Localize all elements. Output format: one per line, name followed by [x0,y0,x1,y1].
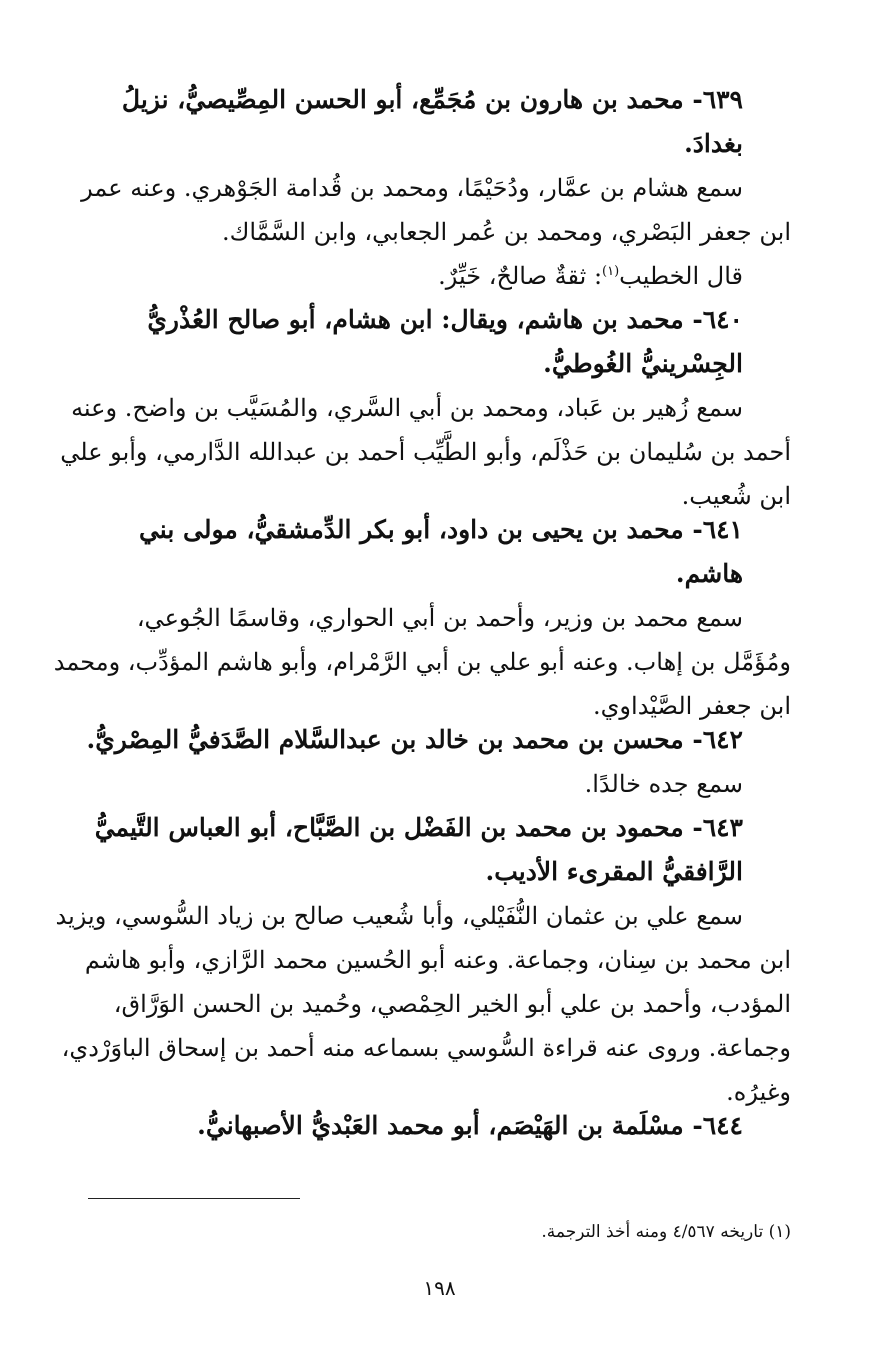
footnote-divider [88,1198,300,1199]
entry-heading [49,718,791,762]
entry-639 [49,78,791,298]
entry-heading [49,78,791,166]
body-line: ابن شُعيب. [681,482,791,510]
heading-line: بغدادَ. [684,129,743,158]
entry-body [49,386,791,518]
heading-line: ٦٣٩- محمد بن هارون بن مُجَمِّع، أبو الحسن المِصِّيصيُّ، نزيلُ [121,85,743,114]
quote-intro: قال الخطيب [619,262,743,290]
heading-line: ٦٤٢- محسن بن محمد بن خالد بن عبدالسَّلام الصَّدَفيُّ المِصْريُّ. [86,725,743,754]
entry-642 [49,718,791,806]
entry-heading [49,806,791,894]
body-line: ومُؤَمَّل بن إهاب. وعنه أبو علي بن أبي الرَّمْرام، وأبو هاشم المؤدِّب، ومحمد [53,648,791,676]
page-number: ١٩٨ [423,1276,456,1300]
body-line: أحمد بن سُليمان بن حَذْلَم، وأبو الطَّيِّب أحمد بن عبدالله الدَّارمي، وأبو علي [60,438,791,466]
entry-644 [49,1104,791,1148]
entry-heading [49,508,791,596]
entry-heading [49,1104,791,1148]
footnote-ref: (١) [602,264,620,279]
body-line: سمع هشام بن عمَّار، ودُحَيْمًا، ومحمد بن قُدامة الجَوْهري. وعنه عمر [81,174,743,202]
heading-line: الجِسْرينيُّ الغُوطيُّ. [543,349,743,378]
entry-body [49,762,791,806]
entry-heading [49,298,791,386]
heading-line: ٦٤٤- مسْلَمة بن الهَيْصَم، أبو محمد العَبْديُّ الأصبهانيُّ. [197,1111,743,1140]
body-line: وغيرُه. [726,1078,791,1106]
body-line: سمع علي بن عثمان النُّفَيْلي، وأبا شُعيب صالح بن زياد السُّوسي، ويزيد [55,902,743,930]
footnote: (١) تاريخه ٤/٥٦٧ ومنه أخذ الترجمة. [541,1222,791,1242]
heading-line: هاشم. [675,559,743,588]
entry-body [49,596,791,728]
quote-text: : ثقةٌ صالحٌ، خَيِّرٌ. [438,262,603,290]
body-line: ابن جعفر الصَّيْداوي. [593,692,791,720]
body-line: ابن جعفر البَصْري، ومحمد بن عُمر الجعابي، وابن السَّمَّاك. [221,218,791,246]
body-line: سمع جده خالدًا. [584,770,743,798]
heading-line: الرَّافقيُّ المقرىء الأديب. [485,857,743,886]
body-line: سمع زُهير بن عَباد، ومحمد بن أبي السَّري، والمُسَيَّب بن واضح. وعنه [71,394,743,422]
entry-640 [49,298,791,518]
body-line: سمع محمد بن وزير، وأحمد بن أبي الحواري، وقاسمًا الجُوعي، [136,604,743,632]
heading-line: ٦٤٠- محمد بن هاشم، ويقال: ابن هشام، أبو صالح العُذْريُّ [147,305,743,334]
entry-body [49,166,791,298]
body-line: وجماعة. وروى عنه قراءة السُّوسي بسماعه منه أحمد بن إسحاق الباوَرْدي، [61,1034,791,1062]
body-line: المؤدب، وأحمد بن علي أبو الخير الحِمْصي، وحُميد بن الحسن الوَرَّاق، [113,990,791,1018]
entry-643 [49,806,791,1114]
entry-641 [49,508,791,728]
body-line: ابن محمد بن سِنان، وجماعة. وعنه أبو الحُسين محمد الرَّازي، وأبو هاشم [84,946,791,974]
entry-body [49,894,791,1114]
heading-line: ٦٤١- محمد بن يحيى بن داود، أبو بكر الدِّمشقيُّ، مولى بني [138,515,743,544]
heading-line: ٦٤٣- محمود بن محمد بن الفَضْل بن الصَّبَّاح، أبو العباس التَّيميُّ [94,813,743,842]
body-line [49,254,791,298]
